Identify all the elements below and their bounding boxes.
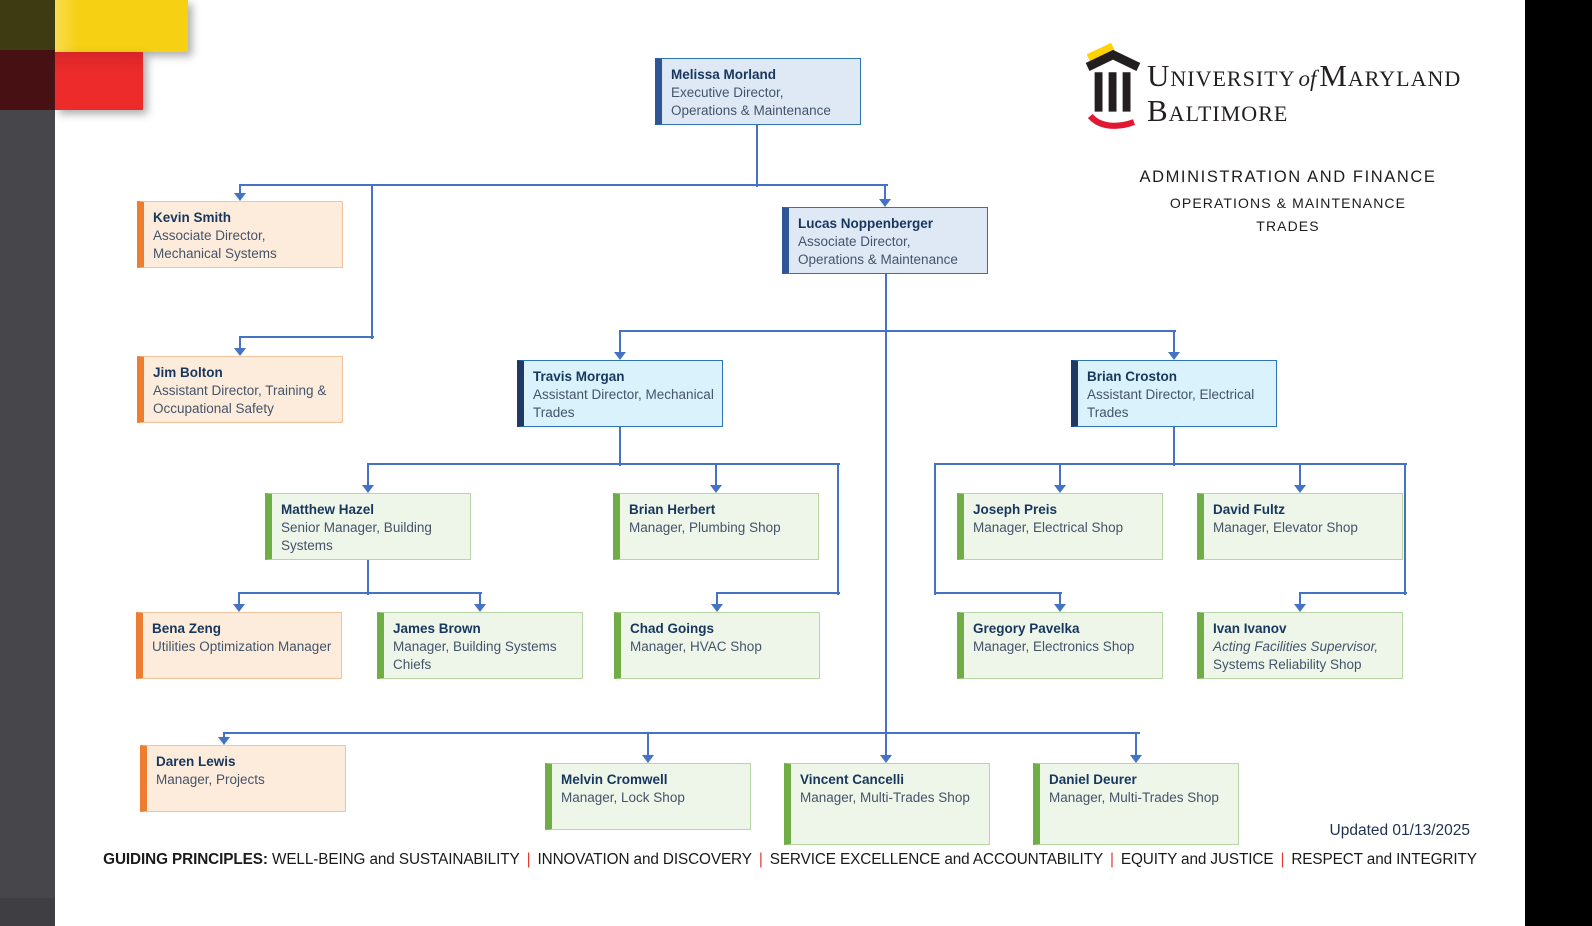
person-name: David Fultz: [1213, 502, 1286, 517]
person-title: Executive Director, Operations & Maintenance: [671, 84, 831, 118]
connector-line: [1059, 464, 1061, 486]
connector-line: [1173, 427, 1175, 466]
person-title: Manager, Electronics Shop: [973, 638, 1135, 654]
org-node-zeng: [136, 612, 342, 679]
pipe-separator: |: [1280, 851, 1285, 868]
connector-line: [367, 463, 840, 465]
connector-line: [885, 274, 887, 733]
wordmark-maryland: Maryland: [1319, 58, 1462, 93]
org-node-morland: [655, 58, 861, 125]
person-title: Manager, Multi-Trades Shop: [1049, 789, 1219, 805]
connector-line: [1173, 331, 1175, 353]
arrow-down-icon: [1130, 755, 1142, 763]
connector-line: [1299, 464, 1301, 486]
arrow-down-icon: [1054, 485, 1066, 493]
connector-line: [934, 463, 1407, 465]
person-title: Manager, Projects: [156, 771, 265, 787]
org-node-lewis: [140, 745, 346, 812]
wordmark-university: University: [1147, 58, 1296, 93]
connector-line: [647, 733, 649, 756]
connector-line: [1299, 592, 1407, 594]
person-name: Bena Zeng: [152, 621, 222, 636]
org-node-morgan: [517, 360, 723, 427]
person-name: Daniel Deurer: [1049, 772, 1137, 787]
person-name: Chad Goings: [630, 621, 714, 636]
org-node-cancelli: [784, 763, 990, 845]
connector-line: [619, 331, 621, 353]
unit-title: TRADES: [1256, 218, 1320, 234]
connector-line: [716, 592, 840, 594]
person-title: Associate Director, Operations & Maintenance: [798, 233, 958, 267]
person-name: Kevin Smith: [153, 210, 232, 225]
person-name: Melvin Cromwell: [561, 772, 668, 787]
connector-line: [619, 330, 1176, 332]
principle: RESPECT and INTEGRITY: [1291, 851, 1477, 868]
arrow-down-icon: [234, 193, 246, 201]
org-node-herbert: [613, 493, 819, 560]
person-name: Jim Bolton: [153, 365, 223, 380]
person-title: Utilities Optimization Manager: [152, 638, 332, 654]
person-name: Gregory Pavelka: [973, 621, 1080, 636]
org-node-smith: [137, 201, 343, 268]
org-node-noppenberger: [782, 207, 988, 274]
principles-label: GUIDING PRINCIPLES:: [103, 851, 268, 868]
arrow-down-icon: [362, 485, 374, 493]
arrow-down-icon: [218, 737, 230, 745]
person-name: James Brown: [393, 621, 481, 636]
arrow-down-icon: [474, 604, 486, 612]
arrow-down-icon: [711, 604, 723, 612]
connector-line: [837, 464, 839, 595]
department-title: OPERATIONS & MAINTENANCE: [1169, 195, 1407, 211]
arrow-down-icon: [642, 755, 654, 763]
principle: WELL-BEING and SUSTAINABILITY: [271, 851, 520, 868]
person-title: Manager, Plumbing Shop: [629, 519, 781, 535]
pipe-separator: |: [526, 851, 531, 868]
arrow-down-icon: [614, 352, 626, 360]
connector-line: [934, 464, 936, 595]
arrow-down-icon: [1168, 352, 1180, 360]
org-node-croston: [1071, 360, 1277, 427]
org-node-fultz: [1197, 493, 1403, 560]
connector-line: [1404, 464, 1406, 595]
person-name: Brian Herbert: [629, 502, 716, 517]
person-name: Joseph Preis: [973, 502, 1058, 517]
connector-line: [223, 732, 1140, 734]
person-name: Lucas Noppenberger: [798, 216, 934, 231]
arrow-down-icon: [1294, 485, 1306, 493]
person-title: Assistant Director, Mechanical Trades: [533, 386, 714, 420]
person-title: Senior Manager, Building Systems: [281, 519, 432, 553]
arrow-down-icon: [710, 485, 722, 493]
person-title: Assistant Director, Electrical Trades: [1087, 386, 1255, 420]
person-title: Manager, Lock Shop: [561, 789, 685, 805]
person-name: Melissa Morland: [671, 67, 777, 82]
connector-line: [238, 592, 482, 594]
org-node-ivanov: [1197, 612, 1403, 679]
principle: EQUITY and JUSTICE: [1120, 851, 1274, 868]
person-name: Vincent Cancelli: [800, 772, 905, 787]
arrow-down-icon: [1294, 604, 1306, 612]
person-name: Daren Lewis: [156, 754, 236, 769]
org-node-cromwell: [545, 763, 751, 830]
principle: SERVICE EXCELLENCE and ACCOUNTABILITY: [769, 851, 1103, 868]
person-name: Travis Morgan: [533, 369, 625, 384]
connector-line: [239, 184, 888, 186]
pipe-separator: |: [1109, 851, 1114, 868]
guiding-principles: [55, 851, 1525, 869]
person-title: Associate Director, Mechanical Systems: [153, 227, 277, 261]
person-title: [1213, 638, 1394, 674]
person-title: Manager, Elevator Shop: [1213, 519, 1358, 535]
org-node-deurer: [1033, 763, 1239, 845]
connector-line: [619, 427, 621, 466]
org-node-hazel: [265, 493, 471, 560]
updated-date: Updated 01/13/2025: [1329, 822, 1470, 839]
connector-line: [884, 185, 886, 200]
org-node-brown: [377, 612, 583, 679]
person-title-acting: Acting Facilities Supervisor,: [1213, 638, 1379, 654]
person-name: Brian Croston: [1087, 369, 1178, 384]
org-node-bolton: [137, 356, 343, 423]
principle: INNOVATION and DISCOVERY: [537, 851, 752, 868]
org-node-pavelka: [957, 612, 1163, 679]
connector-line: [367, 464, 369, 486]
wordmark-baltimore: Baltimore: [1147, 93, 1289, 128]
connector-line: [367, 560, 369, 595]
arrow-down-icon: [879, 199, 891, 207]
person-name: Matthew Hazel: [281, 502, 375, 517]
person-title-shop: Systems Reliability Shop: [1213, 656, 1362, 672]
wordmark-of: of: [1298, 66, 1317, 91]
connector-line: [1135, 733, 1137, 756]
connector-line: [371, 185, 373, 339]
person-title: Assistant Director, Training & Occupational Safety: [153, 382, 327, 416]
arrow-down-icon: [1054, 604, 1066, 612]
division-title: ADMINISTRATION AND FINANCE: [1139, 168, 1437, 186]
person-title: Manager, Building Systems Chiefs: [393, 638, 557, 672]
arrow-down-icon: [233, 604, 245, 612]
connector-line: [756, 125, 758, 187]
org-node-preis: [957, 493, 1163, 560]
person-title: Manager, Multi-Trades Shop: [800, 789, 970, 805]
person-title: Manager, HVAC Shop: [630, 638, 762, 654]
connector-line: [934, 592, 1062, 594]
arrow-down-icon: [880, 755, 892, 763]
pipe-separator: |: [758, 851, 763, 868]
connector-line: [885, 733, 887, 756]
person-name: Ivan Ivanov: [1213, 621, 1287, 636]
connector-line: [239, 336, 374, 338]
connector-line: [715, 464, 717, 486]
org-node-goings: [614, 612, 820, 679]
person-title: Manager, Electrical Shop: [973, 519, 1124, 535]
arrow-down-icon: [234, 348, 246, 356]
